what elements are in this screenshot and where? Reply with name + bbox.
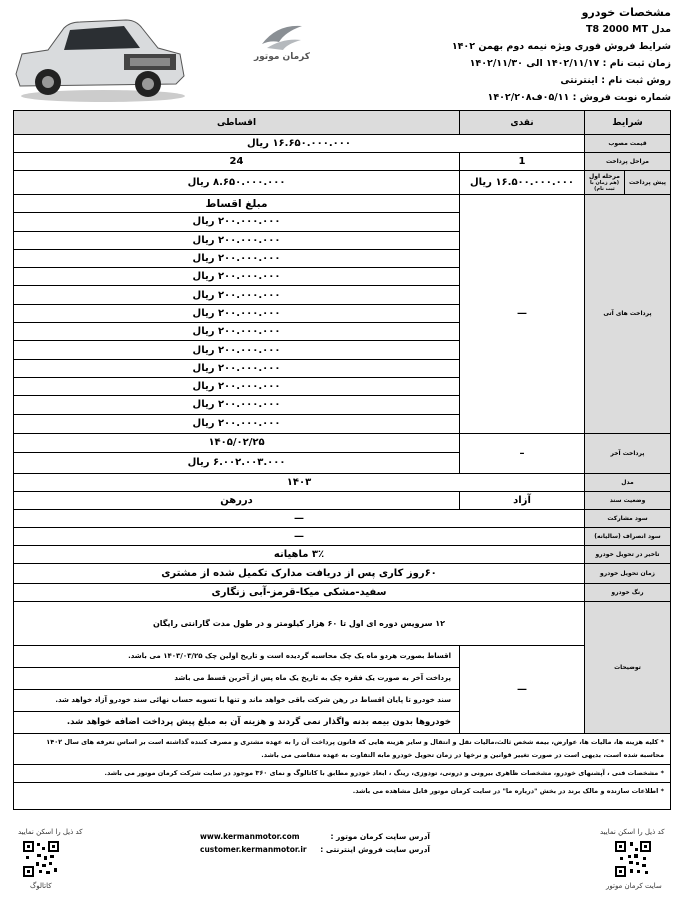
label-prepayment: پیش پرداخت [625, 171, 671, 195]
label-model-year: مدل [585, 473, 671, 491]
first-stage-note: (هم زمان با ثبت نام) [589, 180, 620, 192]
footnote: * مشخصات فنی ، آپشنهای خودرو، مشخصات ظاهری بیرونی و درونی، تودوزی، رینگ ، ابعاد خودرو مطابق با کاتالوگ و نمای ۳۶۰ موجود در سایت شرکت کرمان موتور می باشد. [14, 765, 670, 783]
car-image [8, 6, 188, 106]
label-delivery-delay: تاخیر در تحویل خودرو [585, 545, 671, 563]
model-year: ۱۴۰۳ [14, 473, 585, 491]
label-approved-price: قیمت مصوب [585, 135, 671, 153]
installment-stages: 24 [14, 153, 460, 171]
footer [0, 822, 683, 900]
sale-number: شماره نوبت فروش : ۰۵/۱۱ف۱۴۰۲/۲۰۸ [487, 92, 671, 103]
cash-future-payments: — [460, 195, 585, 434]
installment-header: مبلغ اقساط [14, 195, 459, 213]
service-note: ۱۲ سرویس دوره ای اول تا ۶۰ هزار کیلومتر و در طول مدت گارانتی رایگان [14, 601, 585, 645]
cash-stages: 1 [460, 153, 585, 171]
installment-list [14, 195, 460, 434]
note-item: خودروها بدون بیمه بدنه واگذار نمی گردند و هزینه آن به مبلغ پیش پرداخت اضافه خواهد شد. [66, 717, 451, 728]
label-delivery-time: زمان تحویل خودرو [585, 563, 671, 583]
label-payment-stages: مراحل پرداخت [585, 153, 671, 171]
sales-url[interactable]: customer.kermanmotor.ir [200, 845, 307, 854]
installment-document-status: دررهن [14, 491, 460, 509]
cash-document-status: آزاد [460, 491, 585, 509]
installment-amount: ۲۰۰.۰۰۰.۰۰۰ ریال [14, 250, 459, 268]
installment-amount: ۲۰۰.۰۰۰.۰۰۰ ریال [14, 341, 459, 359]
partnership-profit: — [14, 509, 585, 527]
label-notes: توضیحات [585, 601, 671, 733]
installment-prepayment: ۸.۶۵۰.۰۰۰.۰۰۰ ریال [14, 171, 460, 195]
delivery-time: ۶۰روز کاری پس از دریافت مدارک تکمیل شده از مشتری [14, 563, 585, 583]
approved-price: ۱۶.۶۵۰.۰۰۰.۰۰۰ ریال [14, 135, 585, 153]
label-cancel-profit: سود انصراف (سالیانه) [585, 527, 671, 545]
label-future-payments: پرداخت های آتی [585, 195, 671, 434]
label-first-stage [585, 171, 625, 195]
header-cash: نقدی [460, 111, 585, 135]
site-url[interactable]: www.kermanmotor.com [200, 832, 300, 841]
installment-amount: ۲۰۰.۰۰۰.۰۰۰ ریال [14, 268, 459, 286]
footnote: * اطلاعات سازنده و مالک برند در بخش "درباره ما" در سایت کرمان موتور قابل مشاهده می باشد. [352, 786, 664, 795]
label-document-status: وضعیت سند [585, 491, 671, 509]
specs-title: مشخصات خودرو [581, 6, 671, 19]
header-installment: اقساطی [14, 111, 460, 135]
installment-amount: ۲۰۰.۰۰۰.۰۰۰ ریال [14, 286, 459, 304]
sales-conditions-table [13, 110, 671, 810]
installment-amount: ۲۰۰.۰۰۰.۰۰۰ ریال [14, 232, 459, 250]
qr-right-caption: کد ذیل را اسکن نمایید [600, 828, 665, 836]
last-payment-cell [14, 433, 460, 473]
colors: سفید-مشکی میکا-قرمز-آبی زنگاری [14, 583, 585, 601]
logo-text: کرمان موتور [253, 52, 311, 62]
specs-block [452, 4, 671, 106]
note-item: پرداخت آخر به صورت یک فقره چک به تاریخ یک ماه پس از آخرین قسط می باشد [14, 668, 459, 690]
qr-catalog-icon[interactable] [22, 840, 60, 878]
sale-conditions: شرایط فروش فوری ویژه نیمه دوم بهمن ۱۴۰۲ [451, 41, 671, 52]
installment-amount: ۲۰۰.۰۰۰.۰۰۰ ریال [14, 305, 459, 323]
label-last-payment: پرداخت آخر [585, 433, 671, 473]
note-item: اقساط بصورت هردو ماه یک چک محاسبه گردیده است و تاریخ اولین چک ۱۴۰۳/۰۳/۲۵ می باشد. [14, 646, 459, 668]
notes-list [14, 645, 460, 733]
installment-amount: ۲۰۰.۰۰۰.۰۰۰ ریال [14, 378, 459, 396]
qr-left-caption: کد ذیل را اسکن نمایید [18, 828, 83, 836]
installment-amount: ۲۰۰.۰۰۰.۰۰۰ ریال [14, 323, 459, 341]
installment-amount: ۲۰۰.۰۰۰.۰۰۰ ریال [14, 213, 459, 231]
last-payment-amount: ۶.۰۰۲.۰۰۳.۰۰۰ ریال [187, 457, 286, 469]
installment-amount: ۲۰۰.۰۰۰.۰۰۰ ریال [14, 396, 459, 414]
first-stage-text: مرحله اول [589, 173, 620, 180]
header-conditions: شرایط [585, 111, 671, 135]
last-payment-date: ۱۴۰۵/۰۲/۲۵ [14, 434, 459, 453]
header [0, 0, 683, 110]
registration-method: روش ثبت نام : اینترنتی [560, 75, 671, 86]
cash-prepayment: ۱۶.۵۰۰.۰۰۰.۰۰۰ ریال [460, 171, 585, 195]
installment-amount: ۲۰۰.۰۰۰.۰۰۰ ریال [14, 360, 459, 378]
qr-right-label: سایت کرمان موتور [606, 882, 662, 890]
note-item: سند خودرو تا پایان اقساط در رهن شرکت باقی خواهد ماند و تنها با تسویه حساب نهائی سند خودرو آزاد خواهد شد. [14, 690, 459, 712]
footnote: * کلیه هزینه ها، مالیات ها، عوارض، بیمه شخص ثالث،مالیات نقل و انتقال و سایر هزینه هایی که قانون پرداخت آن را به عهده مشتری و مصرف کننده گذاشته است بر اساس تعرفه های سال ۱۴۰۲ محاسبه شده است، بدیهی است در صورت تغییر قوانین و نرخها در زمان تحویل خودرو مابه التفاوت به عهده متقاضی می باشد. [14, 734, 670, 765]
qr-left-label: کاتالوگ [30, 882, 52, 890]
delivery-delay: ۳٪ ماهیانه [14, 545, 585, 563]
installment-amount: ۲۰۰.۰۰۰.۰۰۰ ریال [192, 418, 281, 430]
footnotes [14, 733, 671, 809]
registration-time: زمان ثبت نام : ۱۴۰۲/۱۱/۱۷ الی ۱۴۰۲/۱۱/۳۰ [469, 58, 671, 69]
site-label: آدرس سایت کرمان موتور : [330, 832, 430, 841]
model: مدل T8 2000 MT [585, 24, 671, 35]
label-colors: رنگ خودرو [585, 583, 671, 601]
qr-website-icon[interactable] [614, 840, 652, 878]
sales-label: آدرس سایت فروش اینترنتی : [320, 845, 430, 854]
cancel-profit: — [14, 527, 585, 545]
cash-notes: — [460, 645, 585, 733]
label-partnership-profit: سود مشارکت [585, 509, 671, 527]
site-addresses [200, 830, 430, 856]
cash-last-payment: – [460, 433, 585, 473]
kerman-motor-logo [242, 22, 322, 72]
